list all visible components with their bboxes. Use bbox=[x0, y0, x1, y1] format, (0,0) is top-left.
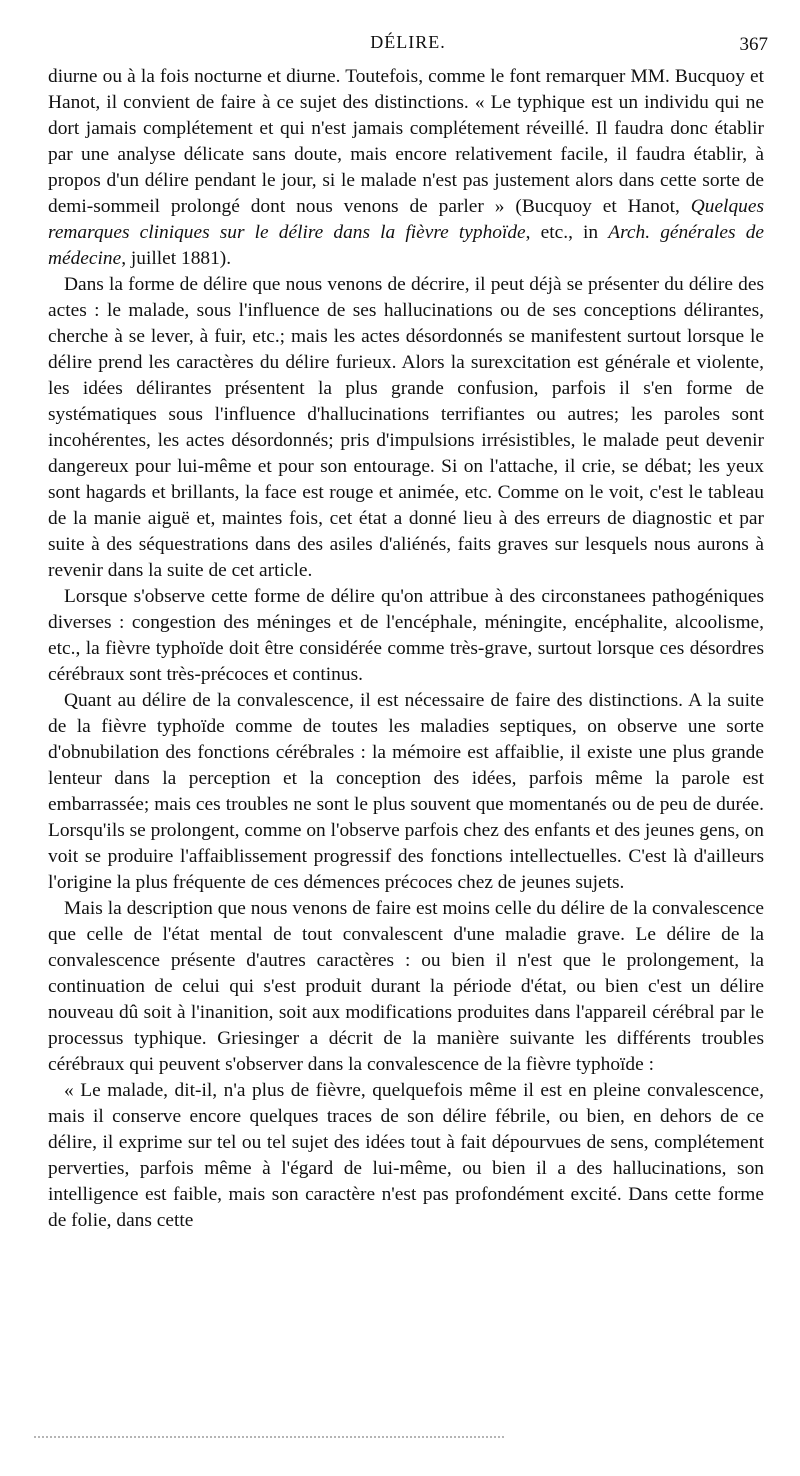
paragraph bbox=[48, 64, 764, 272]
paragraph-text: , etc., in bbox=[525, 222, 609, 243]
paragraph-text: « Le malade, dit-il, n'a plus de fièvre, quelquefois même il est en pleine convalescence, mais il conserve encore quelques traces de son délire fébrile, ou bien, en dehors de ce délire, il exprime sur tel ou tel sujet des idées tout à fait dépourvues de sens, complétement perverties, parfois même à l'égard de lui-même, ou bien il a des hallucinations, son intelligence est faible, mais son caractère n'est pas profondément excité. Dans cette forme de folie, dans cette bbox=[48, 1080, 764, 1231]
running-head bbox=[48, 32, 768, 60]
paragraph bbox=[48, 1078, 764, 1234]
running-title: DÉLIRE. bbox=[370, 32, 446, 52]
body-text bbox=[48, 64, 764, 1234]
paragraph bbox=[48, 688, 764, 896]
italic-citation-text: Arch. générales de médecine bbox=[48, 222, 764, 269]
paragraph-text: , juillet 1881). bbox=[121, 248, 232, 269]
paragraph bbox=[48, 272, 764, 584]
paragraph-text: Dans la forme de délire que nous venons de décrire, il peut déjà se présenter du délire des actes : le malade, sous l'influence de ses hallucinations ou de ses conceptions délirantes, cherche à se lever, à fuir, etc.; mais les actes désordonnés se manifestent surtout lorsque le délire prend les caractères du délire furieux. Alors la surexcitation est générale et violente, les idées délirantes présentent la plus grande confusion, parfois il s'en forme de systématiques sous l'influence d'hallucinations terrifiantes ou autres; les paroles sont incohérentes, les actes désordonnés; pris d'impulsions irrésistibles, le malade peut devenir dangereux pour lui-même et pour son entourage. Si on l'attache, il crie, se débat; les yeux sont hagards et brillants, la face est rouge et animée, etc. Comme on le voit, c'est le tableau de la manie aiguë et, maintes fois, cet état a donné lieu à des erreurs de diagnostic et par suite à des séquestrations dans des asiles d'aliénés, faits graves sur lesquels nous aurons à revenir dans la suite de cet article. bbox=[48, 274, 764, 581]
footer-dotted-rule bbox=[34, 1436, 504, 1440]
page-number: 367 bbox=[739, 34, 768, 55]
paragraph-text: Quant au délire de la convalescence, il est nécessaire de faire des distinctions. A la suite de la fièvre typhoïde comme de toutes les maladies septiques, on observe une sorte d'obnubilation des fonctions cérébrales : la mémoire est affaiblie, il existe une plus grande lenteur dans la perception et la conception des idées, parfois même la parole est embarrassée; mais ces troubles ne sont le plus souvent que momentanés ou de peu de durée. Lorsqu'ils se prolongent, comme on l'observe parfois chez des enfants et des jeunes gens, on voit se produire l'affaiblissement progressif des fonctions intellectuelles. C'est là d'ailleurs l'origine la plus fréquente de ces démences précoces chez de jeunes sujets. bbox=[48, 690, 764, 893]
paragraph-text: Lorsque s'observe cette forme de délire qu'on attribue à des circonstanees pathogéniques diverses : congestion des méninges et de l'encéphale, méningite, encéphalite, alcoolisme, etc., la fièvre typhoïde doit être considérée comme très-grave, surtout lorsque ces désordres cérébraux sont très-précoces et continus. bbox=[48, 586, 764, 685]
paragraph bbox=[48, 584, 764, 688]
italic-citation-text: Quelques remarques cliniques sur le délire dans la fièvre typhoïde bbox=[48, 196, 764, 243]
paragraph-text: Mais la description que nous venons de faire est moins celle du délire de la convalescence que celle de l'état mental de tout convalescent d'une maladie grave. Le délire de la convalescence présente d'autres caractères : ou bien il n'est que le prolongement, la continuation de celui qui s'est produit durant la période d'état, ou bien c'est un délire nouveau dû soit à l'inanition, soit aux modifications produites dans l'appareil cérébral par le processus typhique. Griesinger a décrit de la manière suivante les différents troubles cérébraux qui peuvent s'observer dans la convalescence de la fièvre typhoïde : bbox=[48, 898, 764, 1075]
paragraph-text: diurne ou à la fois nocturne et diurne. Toutefois, comme le font remarquer MM. Bucquoy et Hanot, il convient de faire à ce sujet des distinctions. « Le typhique est un individu qui ne dort jamais complétement et qui n'est jamais complétement réveillé. Il faudra donc établir par une analyse délicate sans doute, mais encore relativement facile, il faudra établir, à propos d'un délire pendant le jour, si le malade n'est pas justement alors dans cette sorte de demi-sommeil prolongé dont nous venons de parler » (Bucquoy et Hanot, bbox=[48, 66, 764, 217]
paragraph bbox=[48, 896, 764, 1078]
